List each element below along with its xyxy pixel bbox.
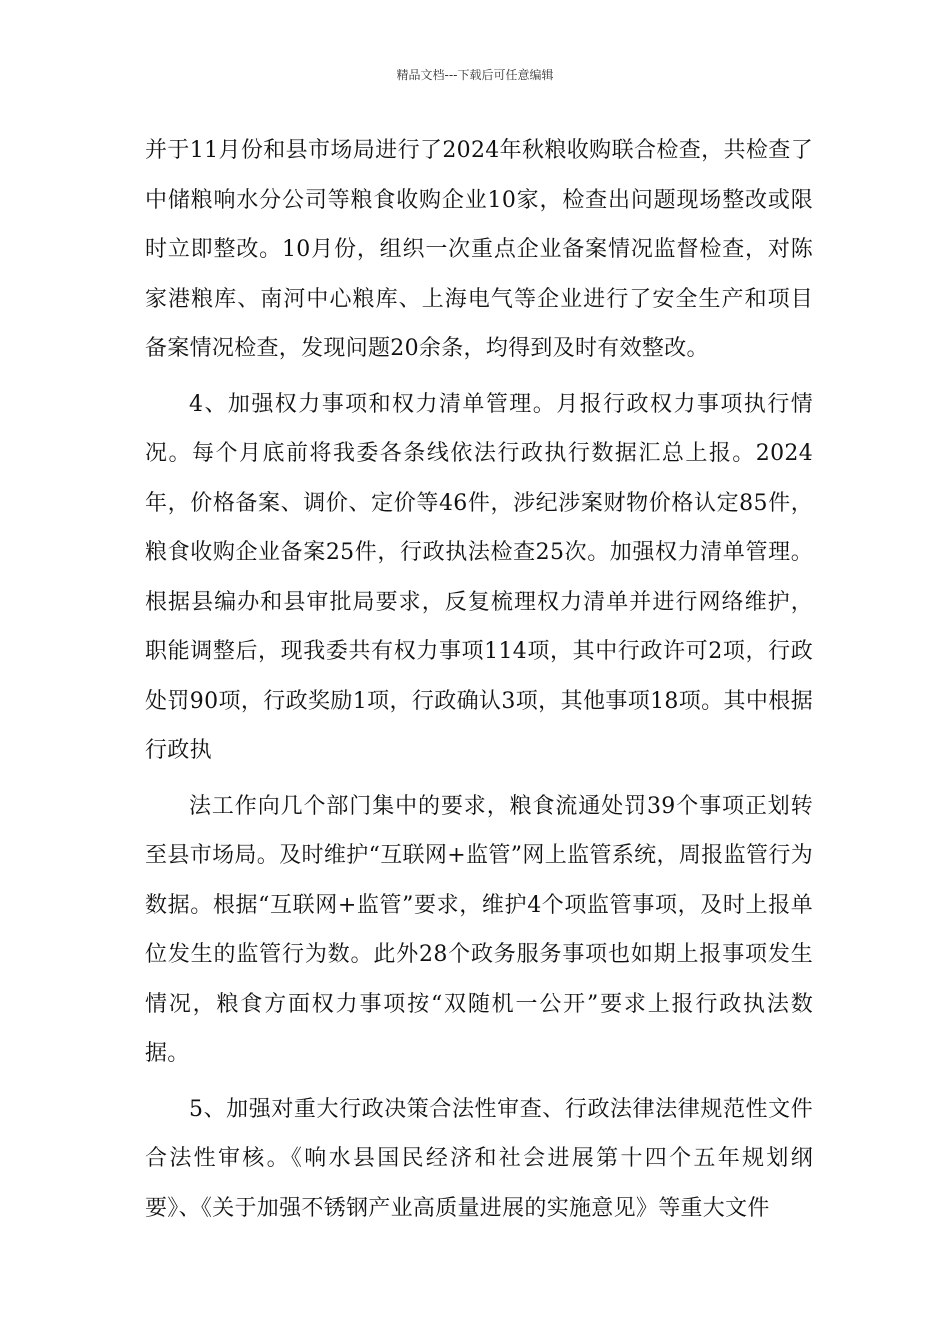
paragraph-item-4: 4、加强权力事项和权力清单管理。月报行政权力事项执行情况。每个月底前将我委各条线依法行政执行数据汇总上报。2024年，价格备案、调价、定价等46件，涉纪涉案财物价格认定85件，粮食收购企业备案25件，行政执法检查25次。加强权力清单管理。根据县编办和县审批局要求，反复梳理权力清单并进行网络维护，职能调整后，现我委共有权力事项114项，其中行政许可2项，行政处罚90项，行政奖励1项，行政确认3项，其他事项18项。其中根据行政执 [145, 391, 813, 763]
paragraph-item-5: 5、加强对重大行政决策合法性审查、行政法律法律规范性文件合法性审核。《响水县国民经济和社会进展第十四个五年规划纲要》、《关于加强不锈钢产业高质量进展的实施意见》等重大文件 [145, 1096, 813, 1221]
page-header: 精品文档---下载后可任意编辑 [396, 68, 554, 82]
document-body [145, 126, 813, 1233]
paragraph-continuation: 并于11月份和县市场局进行了2024年秋粮收购联合检查，共检查了中储粮响水分公司等粮食收购企业10家，检查出问题现场整改或限时立即整改。10月份，组织一次重点企业备案情况监督检查，对陈家港粮库、南河中心粮库、上海电气等企业进行了安全生产和项目备案情况检查，发现问题20余条，均得到及时有效整改。 [145, 138, 813, 361]
paragraph-item-4-continued: 法工作向几个部门集中的要求，粮食流通处罚39个事项正划转至县市场局。及时维护“互联网+监管”网上监管系统，周报监管行为数据。根据“互联网+监管”要求，维护4个项监管事项，及时上报单位发生的监管行为数。此外28个政务服务事项也如期上报事项发生情况，粮食方面权力事项按“双随机一公开”要求上报行政执法数据。 [145, 793, 813, 1066]
